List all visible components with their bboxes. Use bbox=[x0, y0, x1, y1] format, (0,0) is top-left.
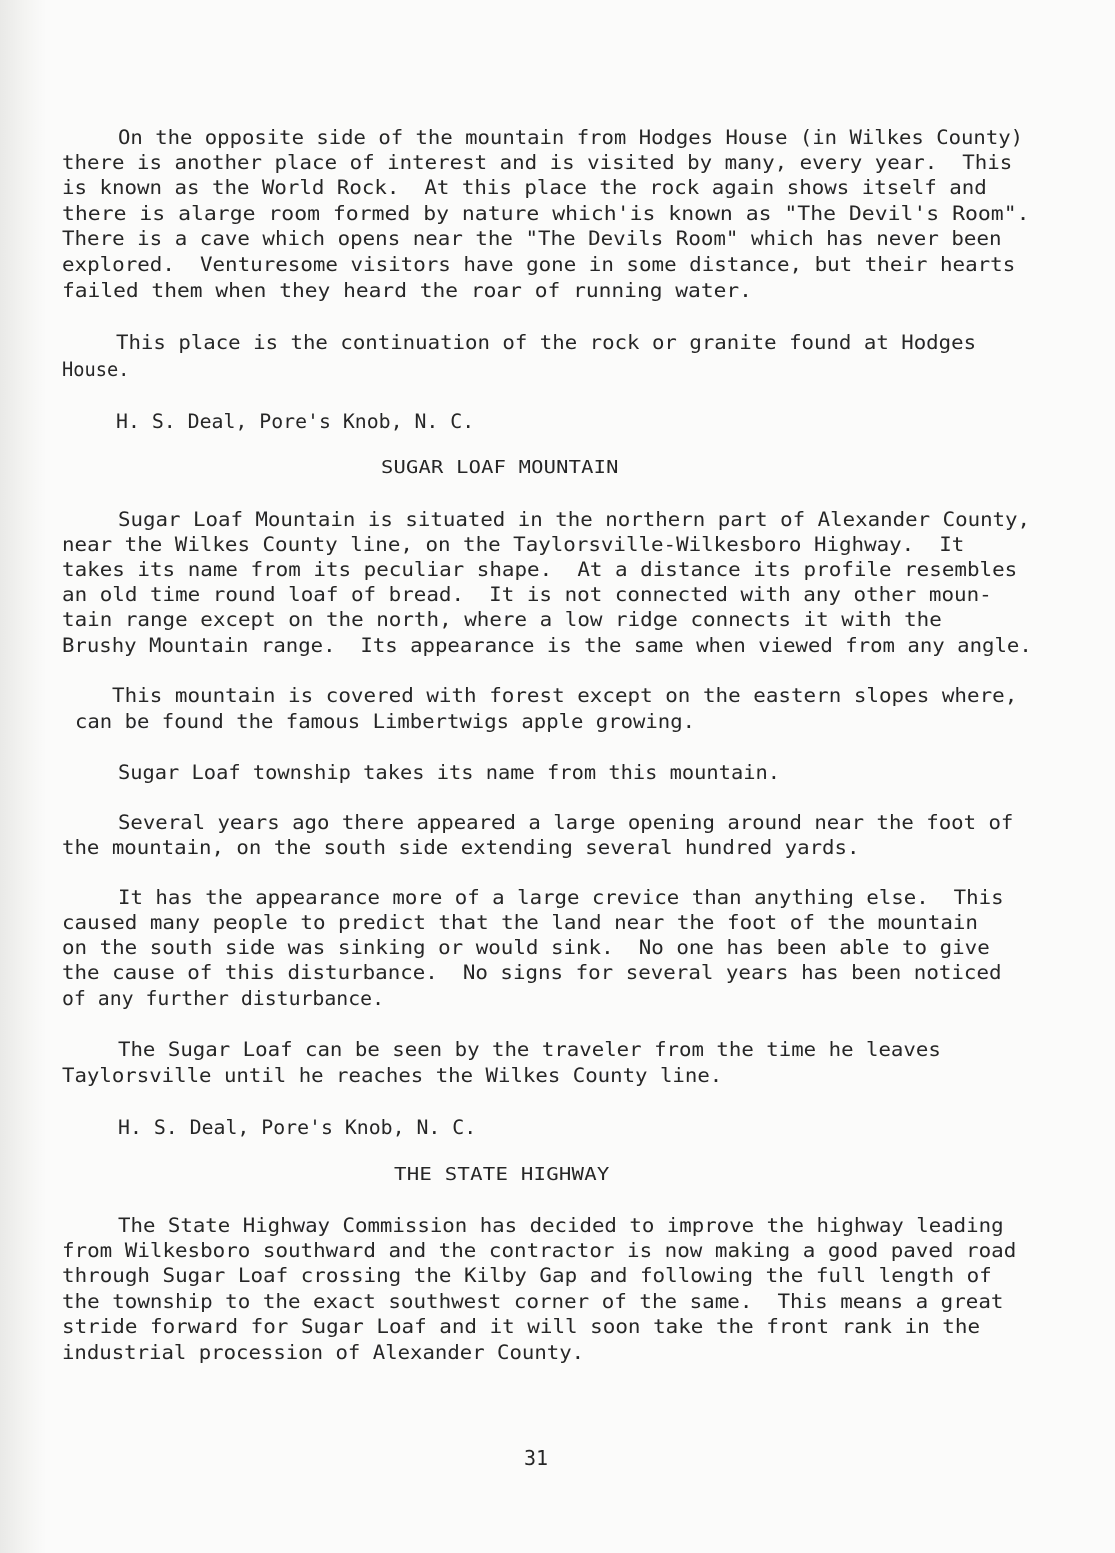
text-line: There is a cave which opens near the "The Devils Room" which has never been bbox=[62, 227, 1002, 250]
text-line: Several years ago there appeared a large opening around near the foot of bbox=[118, 811, 1014, 834]
text-line: of any further disturbance. bbox=[62, 987, 384, 1010]
section-heading: SUGAR LOAF MOUNTAIN bbox=[381, 457, 619, 478]
text-line: stride forward for Sugar Loaf and it will soon take the front rank in the bbox=[62, 1315, 981, 1338]
text-line: The Sugar Loaf can be seen by the traveler from the time he leaves bbox=[118, 1038, 941, 1061]
text-line: tain range except on the north, where a low ridge connects it with the bbox=[62, 608, 942, 631]
text-line: It has the appearance more of a large crevice than anything else. This bbox=[118, 886, 1004, 909]
author-signature: H. S. Deal, Pore's Knob, N. C. bbox=[116, 410, 475, 433]
text-line: from Wilkesboro southward and the contractor is now making a good paved road bbox=[62, 1239, 1017, 1262]
text-line: caused many people to predict that the land near the foot of the mountain bbox=[62, 911, 978, 934]
text-line: Sugar Loaf township takes its name from this mountain. bbox=[118, 761, 780, 784]
text-line: Sugar Loaf Mountain is situated in the northern part of Alexander County, bbox=[118, 508, 1031, 531]
text-line: This mountain is covered with forest except on the eastern slopes where, bbox=[112, 684, 1018, 707]
section-heading: THE STATE HIGHWAY bbox=[394, 1164, 610, 1185]
text-line: the mountain, on the south side extending several hundred yards. bbox=[62, 836, 860, 859]
text-line: This place is the continuation of the rock or granite found at Hodges bbox=[116, 331, 977, 354]
text-line: industrial procession of Alexander County. bbox=[62, 1341, 585, 1364]
text-line: is known as the World Rock. At this place the rock again shows itself and bbox=[62, 176, 987, 199]
text-line: Brushy Mountain range. Its appearance is the same when viewed from any angle. bbox=[62, 634, 1032, 657]
text-line: on the south side was sinking or would sink. No one has been able to give bbox=[62, 936, 990, 959]
text-line: Taylorsville until he reaches the Wilkes County line. bbox=[62, 1064, 723, 1087]
text-line: there is alarge room formed by nature which'is known as "The Devil's Room". bbox=[62, 202, 1030, 225]
text-line: explored. Venturesome visitors have gone in some distance, but their hearts bbox=[62, 253, 1016, 276]
text-line: On the opposite side of the mountain from Hodges House (in Wilkes County) bbox=[118, 126, 1024, 149]
scan-shadow bbox=[0, 0, 46, 1553]
page-number: 31 bbox=[524, 1446, 549, 1470]
text-line: the cause of this disturbance. No signs for several years has been noticed bbox=[62, 961, 1002, 984]
text-line: failed them when they heard the roar of running water. bbox=[62, 279, 752, 302]
text-line: can be found the famous Limbertwigs apple growing. bbox=[75, 710, 695, 733]
text-line: through Sugar Loaf crossing the Kilby Gap and following the full length of bbox=[62, 1264, 992, 1287]
text-line: takes its name from its peculiar shape. At a distance its profile resembles bbox=[62, 558, 1018, 581]
text-line: The State Highway Commission has decided to improve the highway leading bbox=[118, 1214, 1004, 1237]
text-line: an old time round loaf of bread. It is not connected with any other moun- bbox=[62, 583, 992, 606]
text-line: House. bbox=[62, 358, 130, 381]
author-signature: H. S. Deal, Pore's Knob, N. C. bbox=[118, 1116, 477, 1139]
text-line: near the Wilkes County line, on the Taylorsville-Wilkesboro Highway. It bbox=[62, 533, 965, 556]
text-line: the township to the exact southwest corner of the same. This means a great bbox=[62, 1290, 1004, 1313]
text-line: there is another place of interest and is visited by many, every year. This bbox=[62, 151, 1013, 174]
